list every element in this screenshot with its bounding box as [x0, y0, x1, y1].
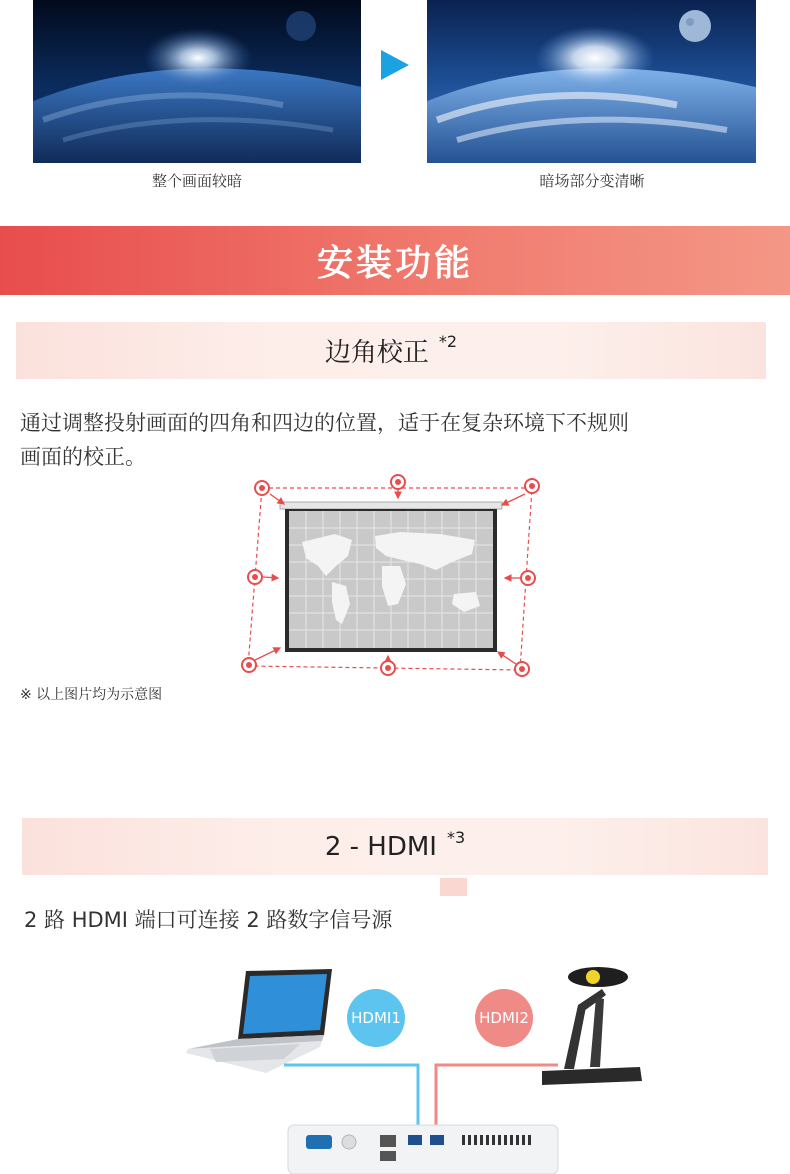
hdmi-connection-diagram [180, 955, 660, 1174]
laptop-icon [186, 969, 332, 1073]
description-line-1: 通过调整投射画面的四角和四边的位置，适于在复杂环境下不规则 [20, 411, 629, 435]
arrow-right-icon [381, 50, 409, 80]
corner-correction-description [20, 406, 629, 474]
corner-correction-title: 边角校正 [324, 338, 429, 368]
hdmi1-label: HDMI1 [351, 1009, 401, 1027]
corner-correction-footnote-mark: *2 [438, 332, 458, 351]
hdmi-heading [22, 818, 768, 875]
hdmi-footnote-mark: *3 [446, 828, 466, 847]
hdmi1-label-bubble [347, 989, 405, 1047]
before-caption: 整个画面较暗 [151, 172, 242, 190]
after-earth-image [427, 0, 756, 163]
corner-correction-diagram [240, 474, 540, 684]
illustration-note: ※ 以上图片均为示意图 [20, 687, 163, 703]
before-earth-image [33, 0, 361, 163]
after-caption: 暗场部分变清晰 [539, 172, 645, 190]
section-banner [0, 226, 790, 295]
decorative-chip [440, 878, 467, 896]
document-camera-icon [542, 967, 642, 1085]
hdmi-title: 2 - HDMI [324, 831, 437, 862]
corner-correction-heading [16, 322, 766, 379]
hdmi-description: 2 路 HDMI 端口可连接 2 路数字信号源 [24, 908, 393, 932]
hdmi2-label-bubble [475, 989, 533, 1047]
section-title: 安装功能 [316, 243, 473, 284]
description-line-2: 画面的校正。 [20, 445, 146, 469]
hdmi2-label: HDMI2 [479, 1009, 529, 1027]
corner-handle-top-left [255, 481, 269, 495]
